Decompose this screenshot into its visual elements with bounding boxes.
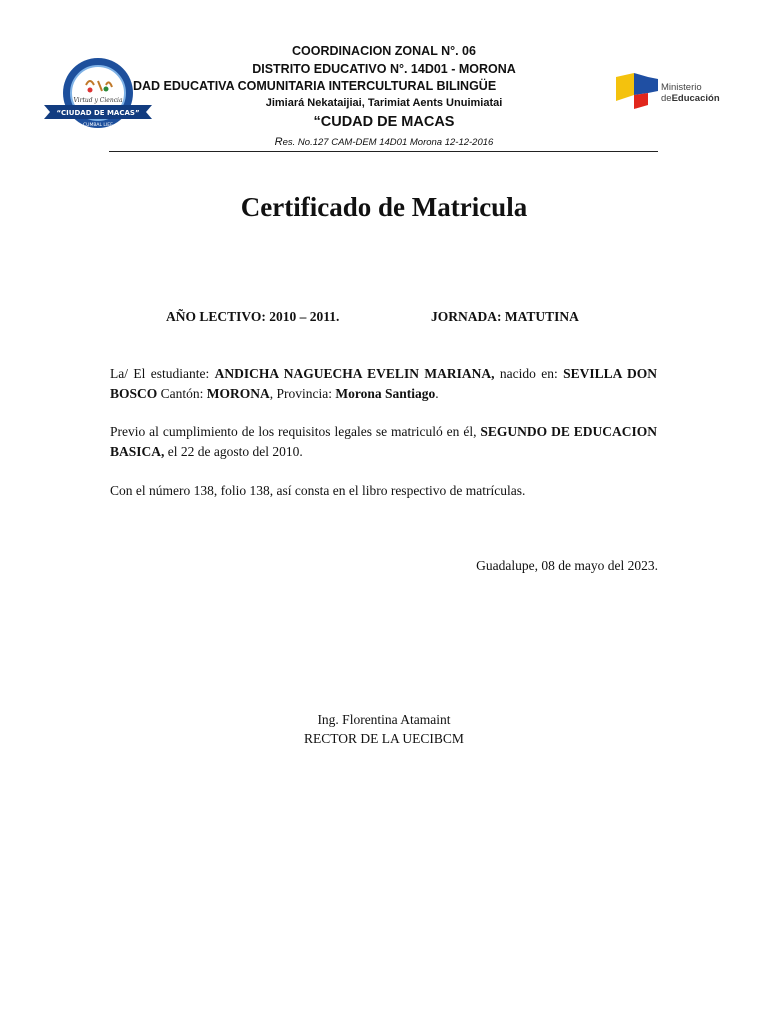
registry-paragraph: Con el número 138, folio 138, así consta en el libro respectivo de matrículas. xyxy=(110,483,526,498)
school-seal-logo xyxy=(40,55,156,133)
birthplace: SEVILLA DON BOSCO xyxy=(110,366,658,401)
signatory-name: Ing. Florentina Atamaint xyxy=(317,712,451,727)
province: Morona Santiago xyxy=(335,386,436,401)
grade-level: SEGUNDO DE EDUCACION BASICA, xyxy=(110,424,657,459)
document-title: Certificado de Matricula xyxy=(240,192,528,222)
student-paragraph: La/ El estudiante: ANDICHA NAGUECHA EVELIN MARIANA, nacido en: SEVILLA DON BOSCO Cantón: MORONA, Provincia: Morona Santiago. xyxy=(110,366,658,401)
header-institution: DAD EDUCATIVA COMUNITARIA INTERCULTURAL BILINGÜE xyxy=(133,79,497,93)
ministry-name-line2: deEducación xyxy=(661,93,720,104)
header-school-name: “CUDAD DE MACAS xyxy=(313,114,455,130)
svg-text:CUMBAL LIEE: CUMBAL LIEE xyxy=(83,123,113,128)
enrollment-paragraph: Previo al cumplimiento de los requisitos legales se matriculó en él, SEGUNDO DE EDUCACION BASICA, el 22 de agosto del 2010. xyxy=(110,424,657,459)
signatory-role: RECTOR DE LA UECIBCM xyxy=(304,731,464,746)
school-year: AÑO LECTIVO: 2010 – 2011. xyxy=(166,309,340,324)
issue-date: Guadalupe, 08 de mayo del 2023. xyxy=(476,558,658,573)
header-shuar-motto: Jimiará Nekataijiai, Tarimiat Aents Unuimiatai xyxy=(265,97,503,109)
header-resolution: Res. No.127 CAM-DEM 14D01 Morona 12-12-2016 xyxy=(274,136,494,148)
ministry-name-line1: Ministerio xyxy=(661,82,702,93)
student-name: ANDICHA NAGUECHA EVELIN MARIANA, xyxy=(214,366,495,381)
svg-text:“CIUDAD DE MACAS”: “CIUDAD DE MACAS” xyxy=(56,109,140,117)
header-divider xyxy=(109,151,658,152)
header-district: DISTRITO EDUCATIVO N°. 14D01 - MORONA xyxy=(252,62,516,76)
header-coordination: COORDINACION ZONAL N°. 06 xyxy=(292,44,476,58)
school-shift: JORNADA: MATUTINA xyxy=(431,309,579,324)
canton: MORONA xyxy=(206,386,270,401)
svg-text:Virtud y Ciencia: Virtud y Ciencia xyxy=(73,97,123,104)
ministry-of-education-logo xyxy=(614,69,734,113)
